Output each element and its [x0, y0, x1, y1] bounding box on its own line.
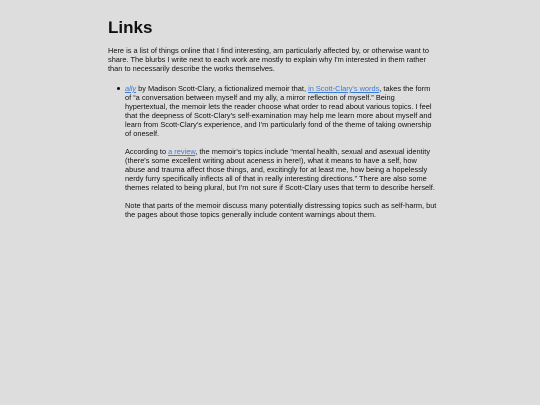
review-text-2: , the memoir's topics include “mental health, sexual and asexual identity (there's some excellent writing about aceness in here!), what it means to have a self, how abuse and trauma affect those things, and, excitingly for at least me, how being a hopelessly nerdy furry specifically inflects all of that in really interesting directions.” There are also some themes related to being plural, but I'm not sure if Scott-Clary uses that term to describe herself. [125, 147, 435, 192]
entry-text-2: , takes the form of “a conversation between myself and my ally, a mirror reflection of myself.” Being hypertextual, the memoir lets the reader choose what order to read about various topics. I feel that the deepness of Scott-Clary's self-examination may help me learn more about myself and learn from Scott-Clary's experience, and I'm particularly fond of the theme of taking ownership of oneself. [125, 84, 432, 138]
review-text-1: According to [125, 147, 169, 156]
list-item [108, 84, 438, 219]
content-warning-paragraph: Note that parts of the memoir discuss many potentially distressing topics such as self-harm, but the pages about those topics generally include content warnings about them. [125, 201, 437, 219]
scott-clary-words-link[interactable]: in Scott-Clary's words [308, 84, 380, 93]
entry-review-paragraph [125, 147, 438, 192]
links-list [108, 84, 438, 228]
entry-text-1: by Madison Scott-Clary, a fictionalized memoir that, [136, 84, 309, 93]
intro-paragraph: Here is a list of things online that I find interesting, am particularly affected by, or otherwise want to share. The blurbs I write next to each work are mostly to explain why I'm interested in them rather than to necessarily describe the works themselves. [108, 46, 429, 73]
review-link[interactable]: a review [168, 147, 196, 156]
entry-description [125, 84, 438, 138]
bullet-icon [117, 87, 120, 90]
ally-link[interactable]: ally [125, 84, 137, 93]
page-title: Links [108, 18, 153, 37]
